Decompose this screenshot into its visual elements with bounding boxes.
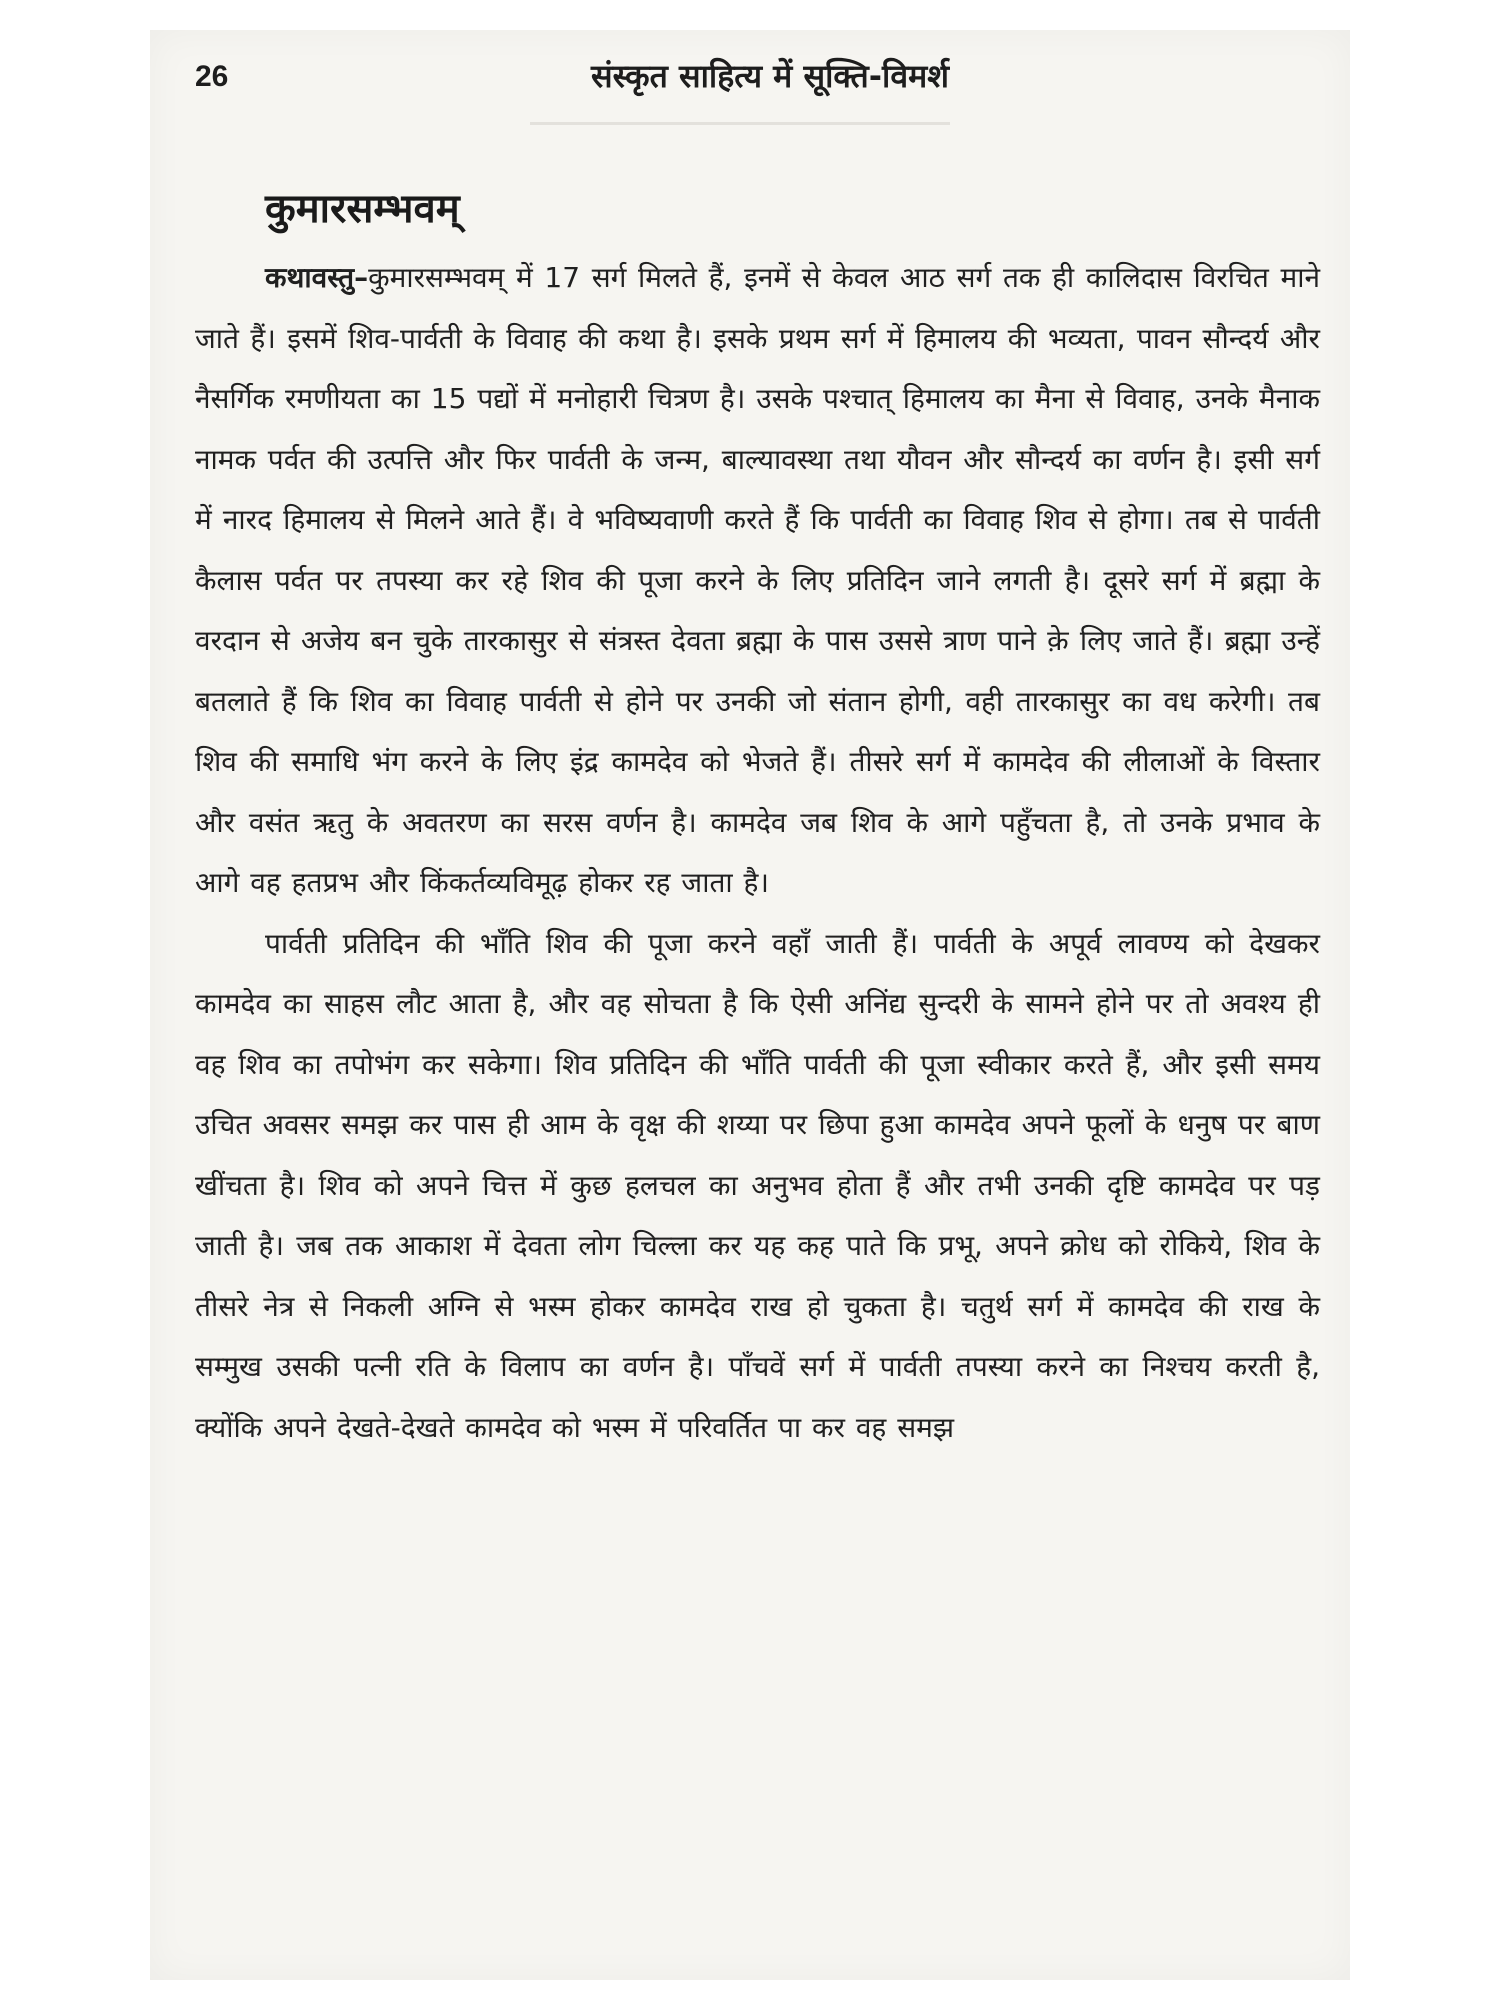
section-heading: कुमारसम्भवम् — [265, 186, 460, 232]
running-title: संस्कृत साहित्य में सूक्ति-विमर्श — [590, 57, 950, 95]
running-header — [150, 52, 1350, 112]
book-page — [150, 30, 1350, 1980]
page-body — [195, 180, 1320, 1458]
header-bleed-through — [530, 122, 950, 125]
paragraph-lead-label: कथावस्तु– — [265, 261, 369, 294]
paragraph-2: पार्वती प्रतिदिन की भाँति शिव की पूजा करने वहाँ जाती हैं। पार्वती के अपूर्व लावण्य को देखकर कामदेव का साहस लौट आता है, और वह सोचता है कि ऐसी अनिंद्य सुन्दरी के सामने होने पर तो अवश्य ही वह शिव का तपोभंग कर सकेगा। शिव प्रतिदिन की भाँति पार्वती की पूजा स्वीकार करते हैं, और इसी समय उचित अवसर समझ कर पास ही आम के वृक्ष की शय्या पर छिपा हुआ कामदेव अपने फूलों के धनुष पर बाण खींचता है। शिव को अपने चित्त में कुछ हलचल का अनुभव होता हैं और तभी उनकी दृष्टि कामदेव पर पड़ जाती है। जब तक आकाश में देवता लोग चिल्ला कर यह कह पाते कि प्रभू, अपने क्रोध को रोकिये, शिव के तीसरे नेत्र से निकली अग्नि से भस्म होकर कामदेव राख हो चुकता है। चतुर्थ सर्ग में कामदेव की राख के सम्मुख उसकी पत्नी रति के विलाप का वर्णन है। पाँचवें सर्ग में पार्वती तपस्या करने का निश्चय करती है, क्योंकि अपने देखते-देखते कामदेव को भस्म में परिवर्तित पा कर वह समझ — [195, 926, 1320, 1444]
paragraph-1 — [195, 248, 1320, 914]
page-number: 26 — [195, 60, 229, 93]
paragraph-1-text: कुमारसम्भवम् में 17 सर्ग मिलते हैं, इनमें से केवल आठ सर्ग तक ही कालिदास विरचित माने जाते हैं। इसमें शिव-पार्वती के विवाह की कथा है। इसके प्रथम सर्ग में हिमालय की भव्यता, पावन सौन्दर्य और नैसर्गिक रमणीयता का 15 पद्यों में मनोहारी चित्रण है। उसके पश्चात् हिमालय का मैना से विवाह, उनके मैनाक नामक पर्वत की उत्पत्ति और फिर पार्वती के जन्म, बाल्यावस्था तथा यौवन और सौन्दर्य का वर्णन है। इसी सर्ग में नारद हिमालय से मिलने आते हैं। वे भविष्यवाणी करते हैं कि पार्वती का विवाह शिव से होगा। तब से पार्वती कैलास पर्वत पर तपस्या कर रहे शिव की पूजा करने के लिए प्रतिदिन जाने लगती है। दूसरे सर्ग में ब्रह्मा के वरदान से अजेय बन चुके तारकासुर से संत्रस्त देवता ब्रह्मा के पास उससे त्राण पाने क़े लिए जाते हैं। ब्रह्मा उन्हें बतलाते हैं कि शिव का विवाह पार्वती से होने पर उनकी जो संतान होगी, वही तारकासुर का वध करेगी। तब शिव की समाधि भंग करने के लिए इंद्र कामदेव को भेजते हैं। तीसरे सर्ग में कामदेव की लीलाओं के विस्तार और वसंत ऋतु के अवतरण का सरस वर्णन है। कामदेव जब शिव के आगे पहुँचता है, तो उनके प्रभाव के आगे वह हतप्रभ और किंकर्तव्यविमूढ़ होकर रह जाता है। — [195, 261, 1320, 899]
